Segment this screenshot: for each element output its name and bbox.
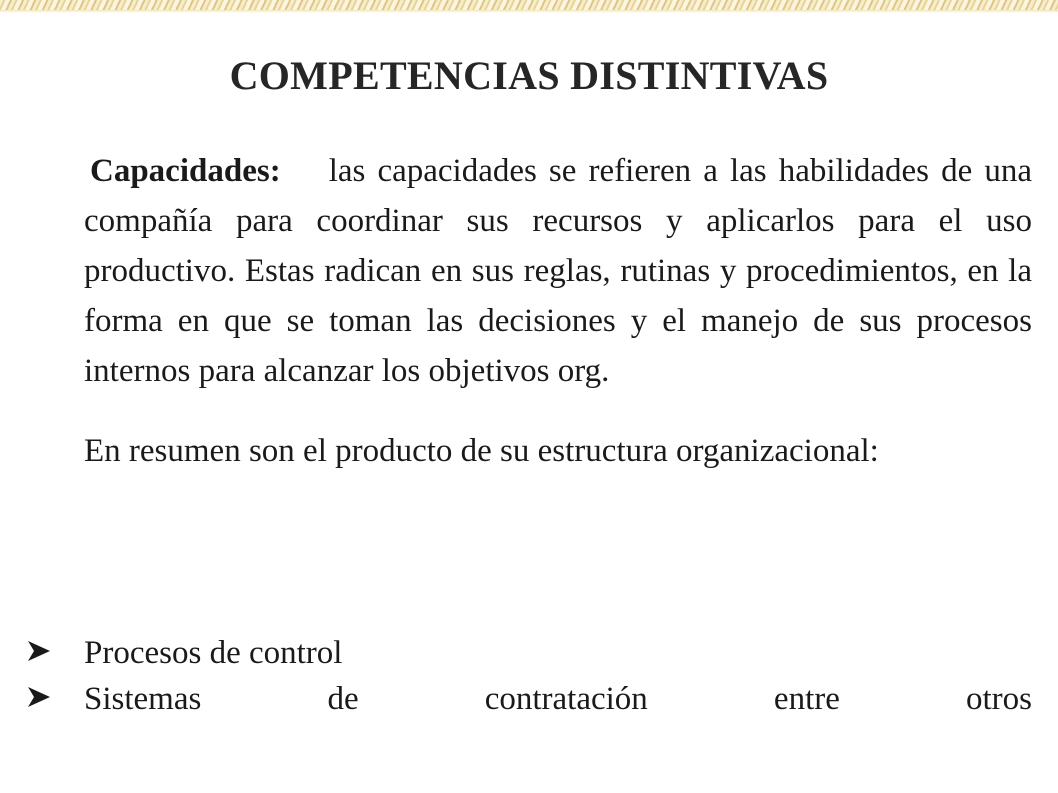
bullet-word: contratación [484,681,648,717]
summary-paragraph: En resumen son el producto de su estructura organizacional: [84,433,879,469]
bullet-list [26,630,1032,722]
bullet-word: de [327,681,359,717]
bullet-text: Procesos de control [84,635,343,671]
capacidades-paragraph [84,146,1032,396]
arrow-bullet-icon [26,639,84,663]
capacidades-term: Capacidades: [90,153,281,189]
bullet-text [84,676,1032,722]
decorative-top-border-fade [0,10,1058,13]
bullet-word: Sistemas [84,681,202,717]
list-item [26,630,1032,676]
slide-title: COMPETENCIAS DISTINTIVAS [229,53,829,98]
arrow-bullet-icon [26,685,84,709]
slide-body [84,146,1032,476]
bullet-word: entre [773,681,840,717]
list-item [26,676,1032,722]
bullet-word: otros [965,681,1032,717]
capacidades-definition: las capacidades se refieren a las habilidades de una compañía para coordinar sus recursos y aplicarlos para el uso productivo. Estas radican en sus reglas, rutinas y procedimientos, en la forma en que se toman las decisiones y el manejo de sus procesos internos para alcanzar los objetivos org. [84,153,1032,389]
decorative-top-border [0,0,1058,10]
